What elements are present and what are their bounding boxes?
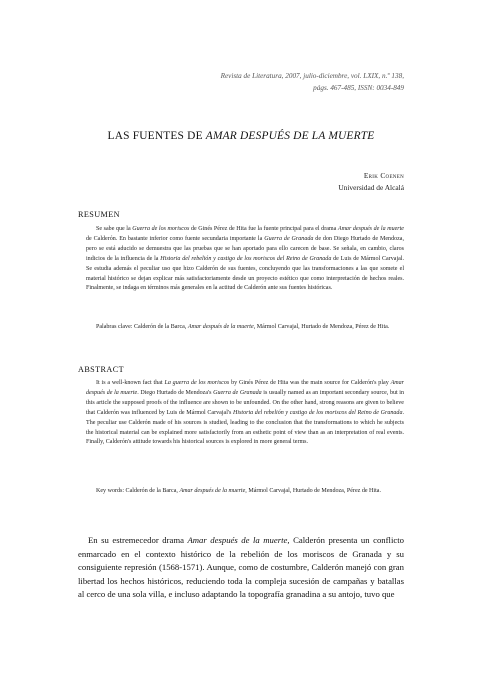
journal-line-2: págs. 467-485, ISSN: 0034-849	[313, 84, 404, 92]
italic-title-text: Amar después de la muerte	[337, 226, 404, 232]
italic-title-text: Amar después de la muerte	[179, 488, 246, 494]
author-affiliation: Universidad de Alcalá	[338, 183, 404, 192]
paragraph-text: , Calderón presenta un conflicto enmarcado en el contexto histórico de la rebelión de los moriscos de Granada y su consiguiente represión (1568-1571). Aunque, como de costumbre, Calderón manejó con gran libertad los hechos históricos, reduciendo toda la compleja sucesión de campañas y batallas al cerco de una sola villa, e incluso adaptando la topografía granadina a su antojo, tuvo que	[78, 535, 404, 600]
italic-title-text: Amar después de la muerte	[86, 380, 404, 396]
title-italic: AMAR DESPUÉS DE LA MUERTE	[205, 130, 375, 142]
resumen-heading: RESUMEN	[78, 210, 120, 219]
italic-title-text: Guerra de los moriscos	[132, 226, 190, 232]
italic-title-text: La guerra de los moriscos	[164, 380, 230, 386]
author-name: Erik Coenen	[363, 171, 404, 180]
author-block	[338, 170, 404, 194]
journal-citation	[221, 70, 404, 94]
italic-title-text: Amar después de la muerte	[187, 535, 288, 545]
italic-title-text: Historia del rebelión y castigo de los moriscos del Reino de Granada	[160, 255, 332, 262]
paragraph-text: En su estremecedor drama	[88, 535, 188, 545]
paragraph-text: It is a well-known fact that	[96, 380, 165, 386]
italic-title-text: Historia del rebelión y castigo de los moriscos del Reino de Granada	[232, 409, 403, 416]
italic-title-text: Amar después de la muerte	[187, 324, 254, 330]
paragraph-text: de Ginés Pérez de Hita fue la fuente principal para el drama	[189, 226, 338, 232]
paragraph-text: . Diego Hurtado de Mendoza's	[137, 389, 214, 396]
abstract-keywords	[86, 487, 404, 497]
body-paragraph	[78, 534, 404, 602]
paragraph-text: is usually named as an important secondary source, but in this article the supposed proofs of the influence are shown to be unfounded. On the other hand, strong reasons are given to believe that Calderón was influenced by Luis de Mármol Carvajal's	[86, 389, 404, 416]
paragraph-text: . The peculiar use Calderón made of his sources is studied, leading to the conclusion that the transformations to which he subjects the historical material can be explained more satisfactorily from an esthetic point of view than as an interpretation of real events. Finally, Calderón's attitude towards his historical sources is explored in more general terms.	[86, 409, 404, 446]
article-title	[78, 130, 404, 142]
italic-title-text: Guerra de Granada	[213, 389, 262, 396]
paragraph-text: , Mármol Carvajal, Hurtado de Mendoza, Pérez de Hita.	[245, 488, 381, 494]
title-plain: LAS FUENTES DE	[107, 130, 206, 142]
paragraph-text: Se sabe que la	[96, 226, 133, 232]
paragraph-text: , Mármol Carvajal, Hurtado de Mendoza, Pérez de Hita.	[253, 324, 390, 330]
journal-line-1: Revista de Literatura, 2007, julio-diciembre, vol. LXIX, n.º 138,	[220, 72, 404, 80]
abstract-heading: ABSTRACT	[78, 365, 124, 374]
paragraph-text: Palabras clave: Calderón de la Barca,	[96, 324, 188, 330]
resumen-keywords	[86, 323, 404, 333]
resumen-paragraph	[86, 225, 404, 294]
paragraph-text: de Luis de Mármol Carvajal. Se estudia además el peculiar uso que hizo Calderón de sus fuentes, concluyendo que las transformaciones a las que somete el material histórico se dejan explicar más satisfactoriamente desde un proyecto estético que como interpretación de hechos reales. Finalmente, se indaga en términos más generales en la actitud de Calderón ante sus fuentes históricas.	[86, 255, 404, 292]
paragraph-text: Key words: Calderón de la Barca,	[96, 488, 180, 494]
paragraph-text: by Ginés Pérez de Hita was the main source for Calderón's play	[229, 380, 391, 386]
abstract-paragraph	[86, 379, 404, 448]
italic-title-text: Guerra de Granada	[264, 235, 314, 242]
paragraph-text: de Calderón. En bastante inferior como fuente secundaria importante la	[86, 235, 265, 242]
paragraph-text: de don Diego Hurtado de Mendoza, pero se está aducido se demuestra que las pruebas que se han aportado para ello carecen de base. Se señala, en cambio, claros indicios de la influencia de la	[86, 235, 404, 262]
